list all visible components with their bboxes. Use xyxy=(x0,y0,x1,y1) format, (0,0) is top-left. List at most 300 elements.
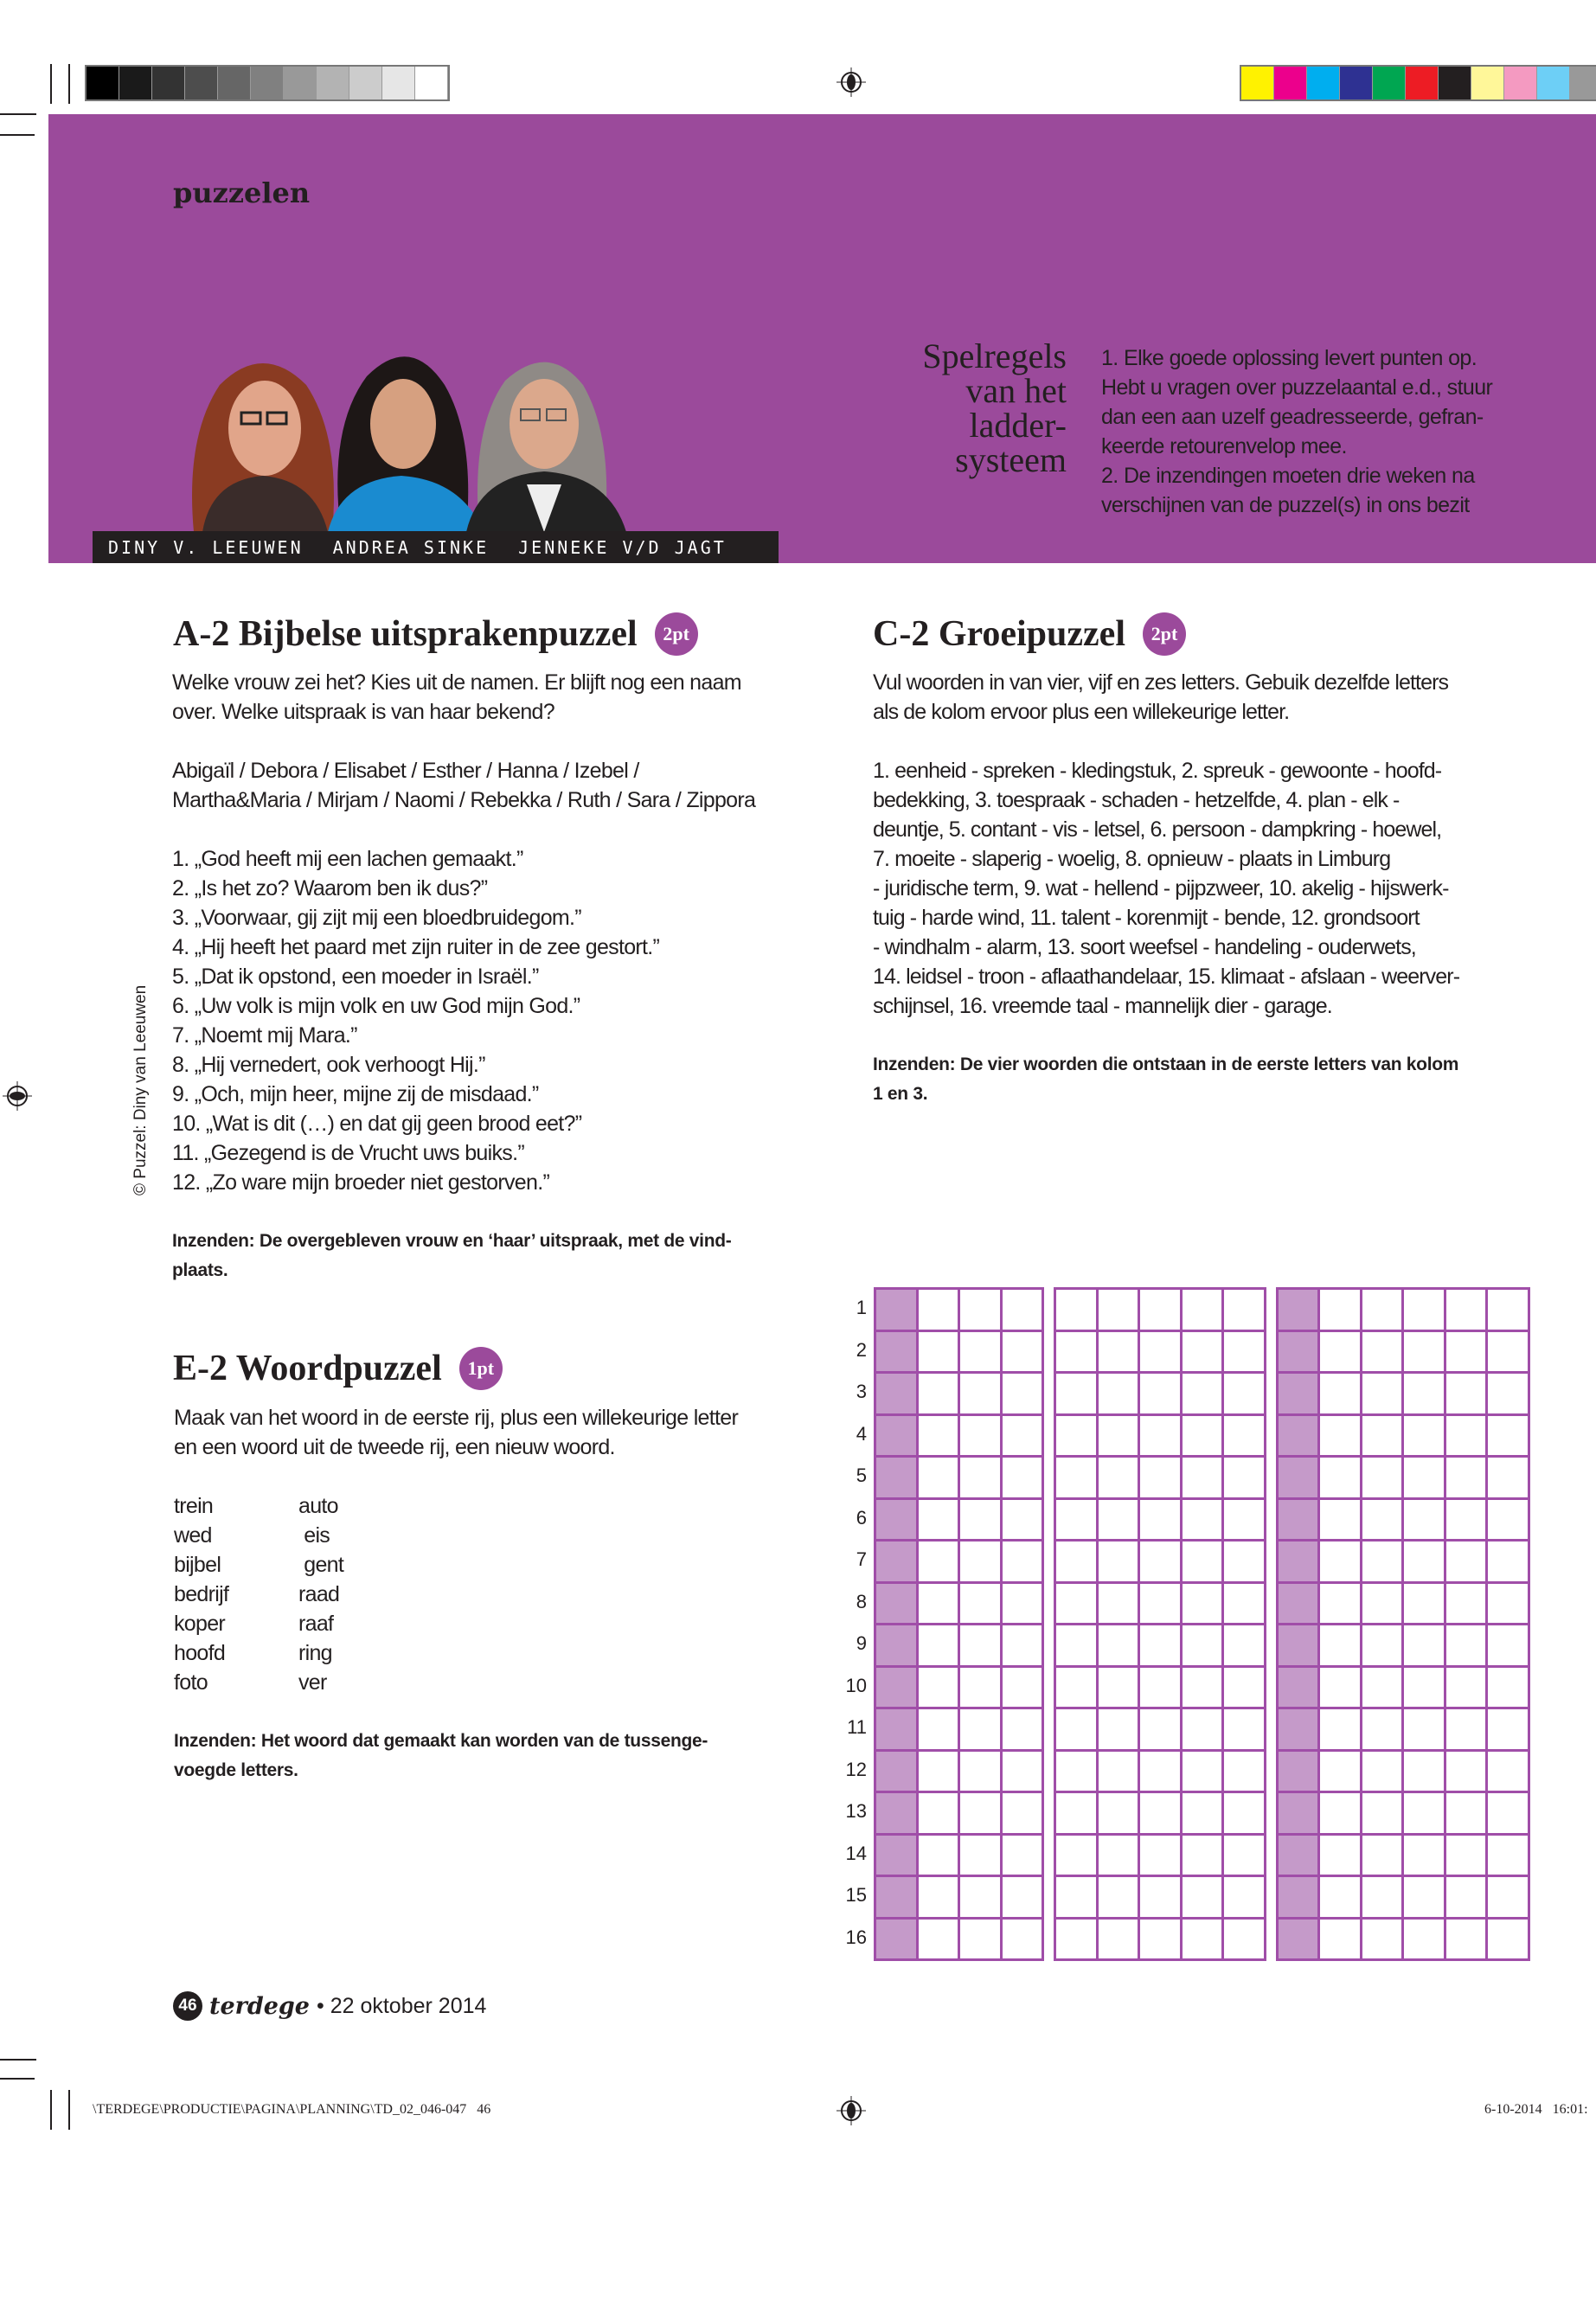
grid-cell[interactable] xyxy=(1360,1497,1405,1542)
grid-cell[interactable] xyxy=(1000,1287,1045,1332)
grid-cell[interactable] xyxy=(1000,1539,1045,1584)
author-name: ANDREA SINKE xyxy=(332,536,490,558)
grid-cell[interactable] xyxy=(1317,1707,1362,1752)
grid-cell[interactable] xyxy=(916,1455,961,1500)
process-color-bar xyxy=(1240,65,1596,101)
text-line: hoofd xyxy=(174,1641,226,1665)
grid-cell[interactable] xyxy=(1401,1287,1446,1332)
grid-cell[interactable] xyxy=(958,1875,1003,1920)
grid-cell[interactable] xyxy=(1360,1833,1405,1878)
grid-cell[interactable] xyxy=(1180,1287,1225,1332)
grid-cell[interactable] xyxy=(958,1497,1003,1542)
grid-cell[interactable] xyxy=(916,1497,961,1542)
text-line: 2. „Is het zo? Waarom ben ik dus?” xyxy=(172,876,488,901)
grid-cell[interactable] xyxy=(1276,1875,1321,1920)
grid-cell[interactable] xyxy=(1360,1749,1405,1794)
author-photos xyxy=(176,333,782,532)
grid-cell[interactable] xyxy=(1000,1581,1045,1626)
grid-cell[interactable] xyxy=(1444,1875,1489,1920)
grid-cell[interactable] xyxy=(1317,1749,1362,1794)
grid-cell[interactable] xyxy=(874,1371,919,1416)
grid-cell[interactable] xyxy=(1317,1917,1362,1962)
grid-cell[interactable] xyxy=(1138,1581,1183,1626)
grid-cell[interactable] xyxy=(1317,1497,1362,1542)
grid-cell[interactable] xyxy=(1138,1749,1183,1794)
grid-cell[interactable] xyxy=(1138,1497,1183,1542)
color-swatch xyxy=(382,67,415,99)
grid-cell[interactable] xyxy=(1180,1330,1225,1375)
grid-cell[interactable] xyxy=(1138,1455,1183,1500)
grid-cell[interactable] xyxy=(1276,1330,1321,1375)
author-photo-diny xyxy=(192,363,334,532)
issue-date: • 22 oktober 2014 xyxy=(317,1993,487,2018)
text-line: 7. moeite - slaperig - woelig, 8. opnieuw - plaats in Limburg xyxy=(873,847,1391,871)
grid-cell[interactable] xyxy=(1444,1917,1489,1962)
grid-cell[interactable] xyxy=(1317,1791,1362,1836)
grid-cell[interactable] xyxy=(1221,1455,1266,1500)
text-line: bedekking, 3. toespraak - schaden - hetzelfde, 4. plan - elk - xyxy=(873,788,1400,812)
grid-cell[interactable] xyxy=(1054,1539,1099,1584)
grid-cell[interactable] xyxy=(1276,1665,1321,1710)
grid-cell[interactable] xyxy=(1180,1371,1225,1416)
grid-cell[interactable] xyxy=(916,1791,961,1836)
grid-cell[interactable] xyxy=(1138,1413,1183,1458)
grid-cell[interactable] xyxy=(916,1665,961,1710)
crop-mark xyxy=(0,2078,35,2080)
grid-cell[interactable] xyxy=(1317,1665,1362,1710)
grid-cell[interactable] xyxy=(1054,1875,1099,1920)
grid-cell[interactable] xyxy=(1401,1623,1446,1668)
grid-cell[interactable] xyxy=(1360,1665,1405,1710)
grid-cell[interactable] xyxy=(1138,1707,1183,1752)
grid-cell[interactable] xyxy=(1485,1413,1530,1458)
grid-cell[interactable] xyxy=(874,1497,919,1542)
row-number: 10 xyxy=(845,1674,867,1696)
grid-cell[interactable] xyxy=(1000,1875,1045,1920)
points-badge: 1pt xyxy=(459,1347,503,1390)
text-line: tuig - harde wind, 11. talent - korenmijt - bende, 12. grondsoort xyxy=(873,906,1420,930)
grid-cell[interactable] xyxy=(958,1413,1003,1458)
color-swatch xyxy=(152,67,185,99)
grid-cell[interactable] xyxy=(874,1791,919,1836)
grid-cell[interactable] xyxy=(1317,1833,1362,1878)
grid-cell[interactable] xyxy=(1401,1539,1446,1584)
grid-cell[interactable] xyxy=(1054,1413,1099,1458)
grid-cell[interactable] xyxy=(1096,1791,1141,1836)
grid-cell[interactable] xyxy=(1096,1371,1141,1416)
text-line: dan een aan uzelf geadresseerde, gefran- xyxy=(1101,405,1484,429)
grid-cell[interactable] xyxy=(1401,1581,1446,1626)
grid-cell[interactable] xyxy=(1444,1665,1489,1710)
grid-cell[interactable] xyxy=(1000,1455,1045,1500)
grid-cell[interactable] xyxy=(916,1330,961,1375)
grid-cell[interactable] xyxy=(1360,1330,1405,1375)
grid-cell[interactable] xyxy=(1180,1413,1225,1458)
grid-cell[interactable] xyxy=(916,1287,961,1332)
grid-cell[interactable] xyxy=(1401,1665,1446,1710)
grid-cell[interactable] xyxy=(916,1917,961,1962)
color-swatch xyxy=(1307,67,1340,99)
grid-cell[interactable] xyxy=(958,1833,1003,1878)
grid-cell[interactable] xyxy=(1317,1287,1362,1332)
row-number: 9 xyxy=(856,1632,867,1654)
grid-cell[interactable] xyxy=(1138,1833,1183,1878)
grid-cell[interactable] xyxy=(1054,1330,1099,1375)
grid-cell[interactable] xyxy=(1360,1581,1405,1626)
grid-cell[interactable] xyxy=(1221,1287,1266,1332)
grid-cell[interactable] xyxy=(916,1749,961,1794)
grid-cell[interactable] xyxy=(1276,1497,1321,1542)
grid-cell[interactable] xyxy=(1276,1707,1321,1752)
text-line: ver xyxy=(298,1670,327,1695)
grid-cell[interactable] xyxy=(1096,1707,1141,1752)
grid-cell[interactable] xyxy=(958,1791,1003,1836)
grid-cell[interactable] xyxy=(1221,1371,1266,1416)
grid-cell[interactable] xyxy=(1054,1707,1099,1752)
grid-cell[interactable] xyxy=(1180,1623,1225,1668)
color-swatch xyxy=(1241,67,1274,99)
text-line: raad xyxy=(298,1582,340,1606)
grid-cell[interactable] xyxy=(1054,1917,1099,1962)
grid-cell[interactable] xyxy=(1000,1497,1045,1542)
grid-cell[interactable] xyxy=(1276,1791,1321,1836)
grid-cell[interactable] xyxy=(958,1371,1003,1416)
grid-cell[interactable] xyxy=(1360,1287,1405,1332)
grid-cell[interactable] xyxy=(874,1455,919,1500)
grid-cell[interactable] xyxy=(1360,1623,1405,1668)
grid-cell[interactable] xyxy=(1444,1749,1489,1794)
grid-cell[interactable] xyxy=(1360,1791,1405,1836)
grid-cell[interactable] xyxy=(1317,1455,1362,1500)
grid-cell[interactable] xyxy=(1096,1623,1141,1668)
grid-cell[interactable] xyxy=(1180,1581,1225,1626)
grid-cell[interactable] xyxy=(1276,1623,1321,1668)
grid-cell[interactable] xyxy=(916,1707,961,1752)
grid-cell[interactable] xyxy=(1360,1413,1405,1458)
grid-cell[interactable] xyxy=(874,1875,919,1920)
grid-cell[interactable] xyxy=(1096,1287,1141,1332)
grid-cell[interactable] xyxy=(1444,1791,1489,1836)
puzzle-c-title xyxy=(873,611,1186,657)
puzzle-title-text: A-2 Bijbelse uitsprakenpuzzel xyxy=(173,614,638,654)
grid-cell[interactable] xyxy=(1000,1330,1045,1375)
grid-cell[interactable] xyxy=(1444,1330,1489,1375)
grid-cell[interactable] xyxy=(1054,1791,1099,1836)
grid-cell[interactable] xyxy=(1360,1707,1405,1752)
color-swatch xyxy=(87,67,119,99)
grid-cell[interactable] xyxy=(1401,1917,1446,1962)
grid-cell[interactable] xyxy=(1221,1875,1266,1920)
grid-cell[interactable] xyxy=(1221,1749,1266,1794)
grid-cell[interactable] xyxy=(1485,1371,1530,1416)
grid-cell[interactable] xyxy=(1096,1875,1141,1920)
text-line: Hebt u vragen over puzzelaantal e.d., stuur xyxy=(1101,375,1493,400)
grid-cell[interactable] xyxy=(1096,1497,1141,1542)
registration-mark-icon xyxy=(836,2096,866,2125)
grid-cell[interactable] xyxy=(1276,1413,1321,1458)
grid-cell[interactable] xyxy=(1444,1581,1489,1626)
text-line: trein xyxy=(174,1494,214,1518)
grid-cell[interactable] xyxy=(1000,1791,1045,1836)
grid-cell[interactable] xyxy=(1485,1707,1530,1752)
grid-cell[interactable] xyxy=(1000,1917,1045,1962)
grid-cell[interactable] xyxy=(874,1287,919,1332)
grid-cell[interactable] xyxy=(1054,1497,1099,1542)
grid-cell[interactable] xyxy=(1317,1371,1362,1416)
grid-cell[interactable] xyxy=(1221,1581,1266,1626)
grid-cell[interactable] xyxy=(1485,1455,1530,1500)
grid-cell[interactable] xyxy=(1360,1917,1405,1962)
row-number: 4 xyxy=(856,1422,867,1445)
grid-cell[interactable] xyxy=(1054,1623,1099,1668)
text-line: auto xyxy=(298,1494,338,1518)
grid-cell[interactable] xyxy=(1485,1665,1530,1710)
grid-cell[interactable] xyxy=(916,1581,961,1626)
grid-cell[interactable] xyxy=(1444,1455,1489,1500)
grid-cell[interactable] xyxy=(1444,1413,1489,1458)
text-line: Vul woorden in van vier, vijf en zes letters. Gebuik dezelfde letters xyxy=(873,670,1449,695)
text-line: gent xyxy=(298,1553,344,1577)
grid-cell[interactable] xyxy=(1317,1623,1362,1668)
grid-cell[interactable] xyxy=(958,1917,1003,1962)
grid-cell[interactable] xyxy=(1221,1707,1266,1752)
grid-cell[interactable] xyxy=(958,1330,1003,1375)
grid-cell[interactable] xyxy=(1180,1791,1225,1836)
grid-cell[interactable] xyxy=(958,1581,1003,1626)
grid-cell[interactable] xyxy=(1401,1749,1446,1794)
text-line: plaats. xyxy=(172,1260,228,1280)
grid-cell[interactable] xyxy=(1444,1287,1489,1332)
grid-cell[interactable] xyxy=(916,1413,961,1458)
grid-cell[interactable] xyxy=(1221,1623,1266,1668)
grid-cell[interactable] xyxy=(1000,1623,1045,1668)
grid-cell[interactable] xyxy=(1180,1917,1225,1962)
grid-cell[interactable] xyxy=(1485,1287,1530,1332)
grid-cell[interactable] xyxy=(1180,1497,1225,1542)
grid-cell[interactable] xyxy=(1138,1791,1183,1836)
grid-cell[interactable] xyxy=(1444,1497,1489,1542)
grid-cell[interactable] xyxy=(874,1917,919,1962)
grid-cell[interactable] xyxy=(1221,1833,1266,1878)
grid-cell[interactable] xyxy=(1221,1413,1266,1458)
text-line: 7. „Noemt mij Mara.” xyxy=(172,1023,357,1048)
grid-cell[interactable] xyxy=(1054,1665,1099,1710)
grid-cell[interactable] xyxy=(1360,1371,1405,1416)
grid-cell[interactable] xyxy=(874,1749,919,1794)
grid-cell[interactable] xyxy=(1276,1833,1321,1878)
grid-cell[interactable] xyxy=(958,1707,1003,1752)
color-swatch xyxy=(119,67,152,99)
grid-cell[interactable] xyxy=(1054,1833,1099,1878)
grid-cell[interactable] xyxy=(1485,1623,1530,1668)
grid-cell[interactable] xyxy=(1401,1413,1446,1458)
grid-cell[interactable] xyxy=(1138,1875,1183,1920)
grid-cell[interactable] xyxy=(1401,1371,1446,1416)
text-line: bijbel xyxy=(174,1553,221,1577)
word-column-1 xyxy=(174,1491,298,1697)
crop-mark xyxy=(68,64,70,104)
grid-cell[interactable] xyxy=(874,1413,919,1458)
text-line: bedrijf xyxy=(174,1582,229,1606)
grid-cell[interactable] xyxy=(1276,1455,1321,1500)
grid-cell[interactable] xyxy=(1138,1539,1183,1584)
grid-cell[interactable] xyxy=(1485,1875,1530,1920)
grid-cell[interactable] xyxy=(1401,1497,1446,1542)
grid-cell[interactable] xyxy=(1485,1539,1530,1584)
text-line: 1. eenheid - spreken - kledingstuk, 2. spreuk - gewoonte - hoofd- xyxy=(873,759,1442,783)
grid-cell[interactable] xyxy=(916,1539,961,1584)
grid-cell[interactable] xyxy=(1138,1665,1183,1710)
text-line: 11. „Gezegend is de Vrucht uws buiks.” xyxy=(172,1141,524,1165)
grid-cell[interactable] xyxy=(1276,1581,1321,1626)
grid-cell[interactable] xyxy=(958,1539,1003,1584)
grid-cell[interactable] xyxy=(1317,1539,1362,1584)
grid-cell[interactable] xyxy=(1138,1287,1183,1332)
grid-cell[interactable] xyxy=(874,1833,919,1878)
grid-cell[interactable] xyxy=(1054,1455,1099,1500)
grid-cell[interactable] xyxy=(1221,1497,1266,1542)
grid-cell[interactable] xyxy=(1360,1455,1405,1500)
grid-cell[interactable] xyxy=(874,1707,919,1752)
grid-cell[interactable] xyxy=(1221,1917,1266,1962)
grid-cell[interactable] xyxy=(1096,1330,1141,1375)
grid-cell[interactable] xyxy=(1485,1917,1530,1962)
text-line: 1. „God heeft mij een lachen gemaakt.” xyxy=(172,847,523,871)
text-line: over. Welke uitspraak is van haar bekend? xyxy=(172,700,554,724)
grid-cell[interactable] xyxy=(1096,1917,1141,1962)
grid-cell[interactable] xyxy=(1180,1875,1225,1920)
grid-cell[interactable] xyxy=(1317,1330,1362,1375)
grid-cell[interactable] xyxy=(874,1330,919,1375)
grid-cell[interactable] xyxy=(874,1665,919,1710)
grid-cell[interactable] xyxy=(874,1581,919,1626)
text-line: Abigaïl / Debora / Elisabet / Esther / Hanna / Izebel / xyxy=(172,759,639,783)
grid-cell[interactable] xyxy=(1276,1539,1321,1584)
grid-cell[interactable] xyxy=(1180,1539,1225,1584)
grid-cell[interactable] xyxy=(1096,1455,1141,1500)
color-swatch xyxy=(1340,67,1373,99)
grid-cell[interactable] xyxy=(958,1287,1003,1332)
grid-cell[interactable] xyxy=(1317,1875,1362,1920)
grid-cell[interactable] xyxy=(1096,1833,1141,1878)
grid-cell[interactable] xyxy=(1096,1665,1141,1710)
grid-cell[interactable] xyxy=(1276,1917,1321,1962)
grid-cell[interactable] xyxy=(1401,1875,1446,1920)
grid-cell[interactable] xyxy=(1401,1455,1446,1500)
grid-cell[interactable] xyxy=(1485,1497,1530,1542)
grid-cell[interactable] xyxy=(1054,1581,1099,1626)
text-line: Maak van het woord in de eerste rij, plus een willekeurige letter xyxy=(174,1406,739,1430)
color-swatch xyxy=(1406,67,1439,99)
grid-cell[interactable] xyxy=(1444,1707,1489,1752)
grid-cell[interactable] xyxy=(1138,1330,1183,1375)
row-number: 7 xyxy=(856,1548,867,1570)
grid-cell[interactable] xyxy=(1000,1707,1045,1752)
grid-cell[interactable] xyxy=(1485,1581,1530,1626)
grid-cell[interactable] xyxy=(1317,1413,1362,1458)
row-number: 3 xyxy=(856,1381,867,1402)
grid-cell[interactable] xyxy=(1276,1371,1321,1416)
grid-cell[interactable] xyxy=(1000,1833,1045,1878)
grid-cell[interactable] xyxy=(1000,1665,1045,1710)
grid-cell[interactable] xyxy=(1444,1539,1489,1584)
grid-cell[interactable] xyxy=(916,1371,961,1416)
grid-cell[interactable] xyxy=(1180,1707,1225,1752)
grid-cell[interactable] xyxy=(1096,1581,1141,1626)
grid-cell[interactable] xyxy=(958,1623,1003,1668)
rules-title-line: ladder- xyxy=(969,406,1067,445)
grid-cell[interactable] xyxy=(1401,1791,1446,1836)
grid-cell[interactable] xyxy=(1054,1371,1099,1416)
word-column-2 xyxy=(298,1491,343,1697)
grid-cell[interactable] xyxy=(1485,1791,1530,1836)
grid-cell[interactable] xyxy=(1180,1665,1225,1710)
grid-cell[interactable] xyxy=(916,1623,961,1668)
grid-cell[interactable] xyxy=(874,1539,919,1584)
grid-cell[interactable] xyxy=(1096,1539,1141,1584)
grid-cell[interactable] xyxy=(1180,1833,1225,1878)
grid-cell[interactable] xyxy=(1000,1413,1045,1458)
grid-cell[interactable] xyxy=(1444,1833,1489,1878)
grid-cell[interactable] xyxy=(1138,1917,1183,1962)
grid-cell[interactable] xyxy=(1317,1581,1362,1626)
grid-cell[interactable] xyxy=(1221,1330,1266,1375)
grid-cell[interactable] xyxy=(1000,1371,1045,1416)
grid-cell[interactable] xyxy=(1221,1539,1266,1584)
grid-cell[interactable] xyxy=(1138,1371,1183,1416)
grid-cell[interactable] xyxy=(1360,1875,1405,1920)
grid-cell[interactable] xyxy=(1000,1749,1045,1794)
grid-cell[interactable] xyxy=(958,1749,1003,1794)
grid-cell[interactable] xyxy=(1276,1749,1321,1794)
text-line: wed xyxy=(174,1523,212,1548)
grid-cell[interactable] xyxy=(874,1623,919,1668)
grid-cell[interactable] xyxy=(916,1833,961,1878)
text-line: foto xyxy=(174,1670,208,1695)
grid-cell[interactable] xyxy=(1276,1287,1321,1332)
grid-cell[interactable] xyxy=(1221,1665,1266,1710)
grid-cell[interactable] xyxy=(1401,1833,1446,1878)
grid-cell[interactable] xyxy=(1096,1749,1141,1794)
grid-cell[interactable] xyxy=(1180,1749,1225,1794)
grid-cell[interactable] xyxy=(1180,1455,1225,1500)
grid-cell[interactable] xyxy=(1096,1413,1141,1458)
grid-cell[interactable] xyxy=(1360,1539,1405,1584)
text-line: 5. „Dat ik opstond, een moeder in Israël.” xyxy=(172,965,539,989)
grid-cell[interactable] xyxy=(1054,1287,1099,1332)
crop-mark xyxy=(68,2090,70,2130)
puzzle-a-body xyxy=(172,668,755,1285)
grid-cell[interactable] xyxy=(1485,1330,1530,1375)
grid-cell[interactable] xyxy=(1444,1371,1489,1416)
grid-cell[interactable] xyxy=(958,1455,1003,1500)
grid-cell[interactable] xyxy=(1485,1749,1530,1794)
crop-mark xyxy=(0,134,35,136)
grid-cell[interactable] xyxy=(1401,1707,1446,1752)
grid-cell[interactable] xyxy=(1138,1623,1183,1668)
row-number: 6 xyxy=(856,1506,867,1529)
grid-cell[interactable] xyxy=(958,1665,1003,1710)
grid-cell[interactable] xyxy=(1485,1833,1530,1878)
grid-cell[interactable] xyxy=(1054,1749,1099,1794)
grayscale-color-bar xyxy=(85,65,450,101)
grid-cell[interactable] xyxy=(1401,1330,1446,1375)
grid-cell[interactable] xyxy=(1444,1623,1489,1668)
points-badge: 2pt xyxy=(655,612,698,656)
text-line: ring xyxy=(298,1641,332,1665)
grid-cell[interactable] xyxy=(1221,1791,1266,1836)
grid-cell[interactable] xyxy=(916,1875,961,1920)
